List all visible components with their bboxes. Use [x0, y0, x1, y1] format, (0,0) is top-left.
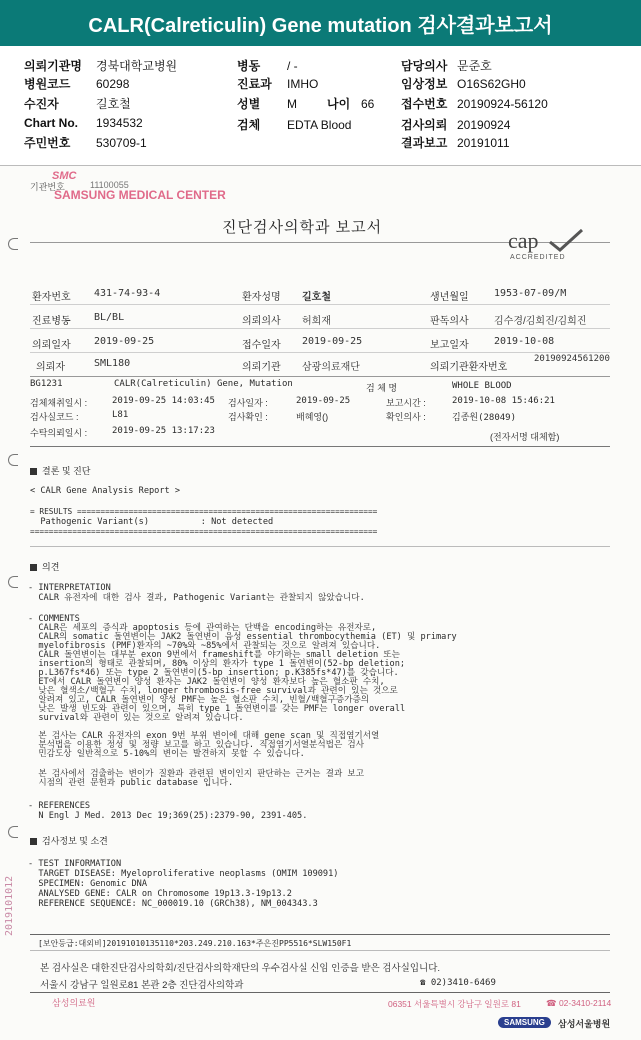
lab-phone: ☎ 02)3410-6469 [420, 978, 496, 988]
patient-field-value: 삼광의료재단 [302, 362, 360, 373]
header-field: 성별 M [237, 97, 297, 111]
results-row: Pathogenic Variant(s) : Not detected [30, 517, 274, 527]
testinfo-line: SPECIMEN: Genomic DNA [28, 879, 147, 889]
comment-line: myelofibrosis (PMF)환자의 ~70%와 ~85%에서 관찰되는 것으로 알려져 있습니다. [28, 641, 381, 651]
header-field-age: 나이 66 [327, 97, 375, 111]
cap-logo: cap [508, 228, 539, 253]
accept-value: 2019-09-25 [296, 396, 351, 406]
testinfo-line: TARGET DISEASE: Myeloproliferative neoplasms (OMIM 109091) [28, 869, 339, 879]
row-divider [30, 304, 610, 305]
binder-hole-icon [8, 454, 18, 466]
footer-medical-logo: 삼성의료원 [52, 998, 96, 1008]
patient-field-value: 김수경/김희진/김희진 [494, 316, 587, 327]
patient-field-label: 의뢰기관환자번호 [430, 362, 508, 373]
section-divider [30, 446, 610, 447]
patient-field-label: 접수일자 [242, 340, 281, 351]
testinfo-line: ANALYSED GENE: CALR on Chromosome 19p13.3-19p13.2 [28, 889, 292, 899]
footer-phone: ☎ 02-3410-2114 [546, 998, 612, 1008]
patient-field-label: 보고일자 [430, 340, 469, 351]
recv-value: 2019-09-25 13:17:23 [112, 426, 215, 436]
patient-field-value: 20190924561200 [534, 354, 610, 364]
row-divider [30, 352, 610, 353]
row-divider [30, 328, 610, 329]
smc-logo: SMC [52, 170, 77, 182]
header-field: 임상정보 O16S62GH0 [401, 77, 526, 91]
analysis-report-title: < CALR Gene Analysis Report > [30, 486, 181, 496]
header-field: 결과보고 20191011 [401, 136, 510, 150]
section-testinfo-heading: 검사정보 및 소견 [30, 834, 108, 847]
report-banner-title: CALR(Calreticulin) Gene mutation 검사결과보고서 [0, 0, 641, 46]
patient-field-label: 의뢰의사 [242, 316, 281, 327]
patient-field-label: 환자성명 [242, 292, 281, 303]
comment-line: 낮은 발생 빈도와 관련이 있으며, 특히 type 1 돌연변이를 갖는 PMF는 longer overall [28, 704, 406, 714]
accept-label: 검사일자 : [228, 398, 268, 408]
confirm-doctor-value: 김종원(28049) [452, 413, 517, 423]
footer-box-top [30, 934, 610, 935]
binder-hole-icon [8, 238, 18, 250]
cap-accredited-label: ACCREDITED [510, 254, 566, 261]
results-footer: ========================================================================== [30, 527, 378, 536]
comment-line: ET에서 CALR 돌연변이 양성 환자는 JAK2 돌연변이 양성 환자보다 높은 혈소판 수치, [28, 677, 385, 687]
testinfo-line: REFERENCE SEQUENCE: NC_000019.10 (GRCh38), NM_004343.3 [28, 899, 318, 909]
patient-field-label: 의뢰일자 [32, 340, 71, 351]
footer-samsung-logo: SAMSUNG [498, 1017, 551, 1028]
registration-number: 11100055 [90, 180, 129, 190]
comment-line: CALR 돌연변이는 대부분 exon 9번에서 frameshift를 야기하는 small deletion 또는 [28, 650, 400, 660]
section-bullet-icon [30, 468, 37, 475]
confirm-value: 배혜영() [296, 412, 329, 422]
test-name: CALR(Calreticulin) Gene, Mutation [114, 379, 293, 389]
request-info-header [0, 46, 641, 166]
footer-box-divider [30, 950, 610, 951]
binder-hole-icon [8, 826, 18, 838]
section-bullet-icon [30, 564, 37, 571]
cap-check-icon [546, 228, 586, 254]
patient-field-value: 2019-09-25 [302, 336, 363, 347]
patient-field-value: 2019-09-25 [94, 336, 155, 347]
report-time-label: 보고시간 : [386, 398, 426, 408]
security-code: [보안등급:대외비]20191010135110*203.249.210.163*주은진PP5516*SLW150F1 [38, 939, 352, 948]
patient-field-value: 1953-07-09/M [494, 288, 567, 299]
header-field: Chart No. 1934532 [24, 116, 143, 130]
comment-line: 알려져 있고, CALR 돌연변이 양성 PMF는 높은 혈소판 수치, 빈혈/백혈구증가증의 [28, 695, 370, 705]
patient-field-value: BL/BL [94, 312, 125, 323]
patient-field-label: 진료병동 [32, 316, 71, 327]
test-code: BG1231 [30, 379, 63, 389]
side-stamp: 2019101012 [4, 875, 15, 936]
comment-line: p.L367fs*46) 또는 type 2 돌연변이(5-bp insertion; p.K385fs*47)를 갖습니다. [28, 668, 399, 678]
interpretation-line: CALR 유전자에 대한 검사 결과, Pathogenic Variant는 관찰되지 않았습니다. [28, 593, 365, 603]
comment-line: - COMMENTS [28, 614, 80, 624]
binder-hole-icon [8, 576, 18, 588]
certification-text: 본 검사실은 대한진단검사의학회/진단검사의학재단의 우수검사실 신임 인증을 받은 검사실입니다. [40, 963, 441, 974]
patient-field-value: 2019-10-08 [494, 336, 555, 347]
header-field: 접수번호 20190924-56120 [401, 97, 548, 111]
comment-line: 민감도상 일반적으로 5-10%의 변이는 발견하지 못할 수 있습니다. [28, 749, 305, 759]
section-divider [30, 546, 610, 547]
comment-line: insertion의 형태로 관찰되며, 80% 이상의 환자가 type 1 돌연변이(52-bp deletion; [28, 659, 406, 669]
header-field: 의뢰기관명 경북대학교병원 [24, 59, 178, 73]
specimen-label: 검 체 명 [366, 383, 398, 393]
recv-label: 수탁의뢰일시 : [30, 428, 88, 438]
patient-field-value: 431-74-93-4 [94, 288, 161, 299]
header-field: 진료과 IMHO [237, 77, 319, 91]
footer-box-bottom [30, 992, 610, 993]
reference-line: N Engl J Med. 2013 Dec 19;369(25):2379-90, 2391-405. [28, 811, 308, 821]
comment-line: CALR은 세포의 증식과 apoptosis 등에 관여하는 단백을 encoding하는 유전자로, [28, 623, 377, 633]
section-result-heading: 결론 및 진단 [30, 464, 90, 477]
patient-field-label: 환자번호 [32, 292, 71, 303]
section-bullet-icon [30, 838, 37, 845]
confirm-label: 검사확인 : [228, 412, 268, 422]
header-field: 병원코드 60298 [24, 77, 130, 91]
header-field: 수진자 길호철 [24, 97, 131, 111]
registration-label: 기관번호 [30, 182, 65, 192]
patient-field-label: 판독의사 [430, 316, 469, 327]
header-field: 검체 EDTA Blood [237, 118, 352, 132]
comment-line: 분석법을 이용한 정성 및 정량 보고를 하고 있습니다. 직접염기서열분석법은 검사 [28, 740, 365, 750]
patient-field-value: SML180 [94, 358, 131, 369]
patient-field-label: 의뢰기관 [242, 362, 281, 373]
report-title: 진단검사의학과 보고서 [222, 219, 383, 236]
footer-hospital-name: 삼성서울병원 [558, 1019, 611, 1029]
reference-line: - REFERENCES [28, 801, 91, 811]
samsung-medical-center-logo: SAMSUNG MEDICAL CENTER [54, 188, 226, 202]
comment-line: 본 검사에서 검출하는 변이가 질환과 관련된 변이인지 판단하는 근거는 결과 보고 [28, 769, 365, 779]
footer-address: 06351 서울특별시 강남구 일원로 81 [388, 999, 521, 1009]
comment-line: survival와 관련이 있는 것으로 알려져 있습니다. [28, 713, 244, 723]
header-field: 병동 / - [237, 59, 298, 73]
signature-note: (전자서명 대체함) [490, 432, 560, 442]
collect-label: 검체채취일시 : [30, 398, 88, 408]
header-field: 검사의뢰 20190924 [401, 118, 511, 132]
comment-line: 본 검사는 CALR 유전자의 exon 9번 부위 변이에 대해 gene scan 및 직접염기서열 [28, 731, 380, 741]
comment-line: 시점의 관련 문헌과 public database 입니다. [28, 778, 234, 788]
confirm-doctor-label: 확인의사 : [386, 412, 426, 422]
room-label: 검사실코드 : [30, 412, 79, 422]
comment-line: 낮은 혈색소/백혈구 수치, longer thrombosis-free survival과 관련이 있는 것으로 [28, 686, 398, 696]
patient-field-value: 허희재 [302, 316, 331, 327]
testinfo-line: - TEST INFORMATION [28, 859, 122, 869]
patient-field-value: 길호철 [302, 292, 331, 303]
results-header: = RESULTS ================================================================ [30, 507, 378, 516]
header-field: 담당의사 문준호 [401, 59, 492, 73]
room-value: L81 [112, 410, 129, 420]
row-divider [30, 376, 610, 377]
comment-line: CALR의 somatic 돌연변이는 JAK2 돌연변이 음성 essential thrombocythemia (ET) 및 primary [28, 632, 457, 642]
collect-value: 2019-09-25 14:03:45 [112, 396, 215, 406]
scanned-lab-report [0, 166, 641, 1040]
specimen-value: WHOLE BLOOD [452, 381, 512, 391]
patient-field-label: 의뢰자 [36, 362, 65, 373]
header-field: 주민번호 530709-1 [24, 136, 147, 150]
lab-address: 서울시 강남구 일원로81 본관 2층 진단검사의학과 [40, 980, 244, 991]
patient-field-label: 생년월일 [430, 292, 469, 303]
report-time-value: 2019-10-08 15:46:21 [452, 396, 555, 406]
interpretation-line: - INTERPRETATION [28, 583, 111, 593]
section-opinion-heading: 의견 [30, 560, 59, 573]
